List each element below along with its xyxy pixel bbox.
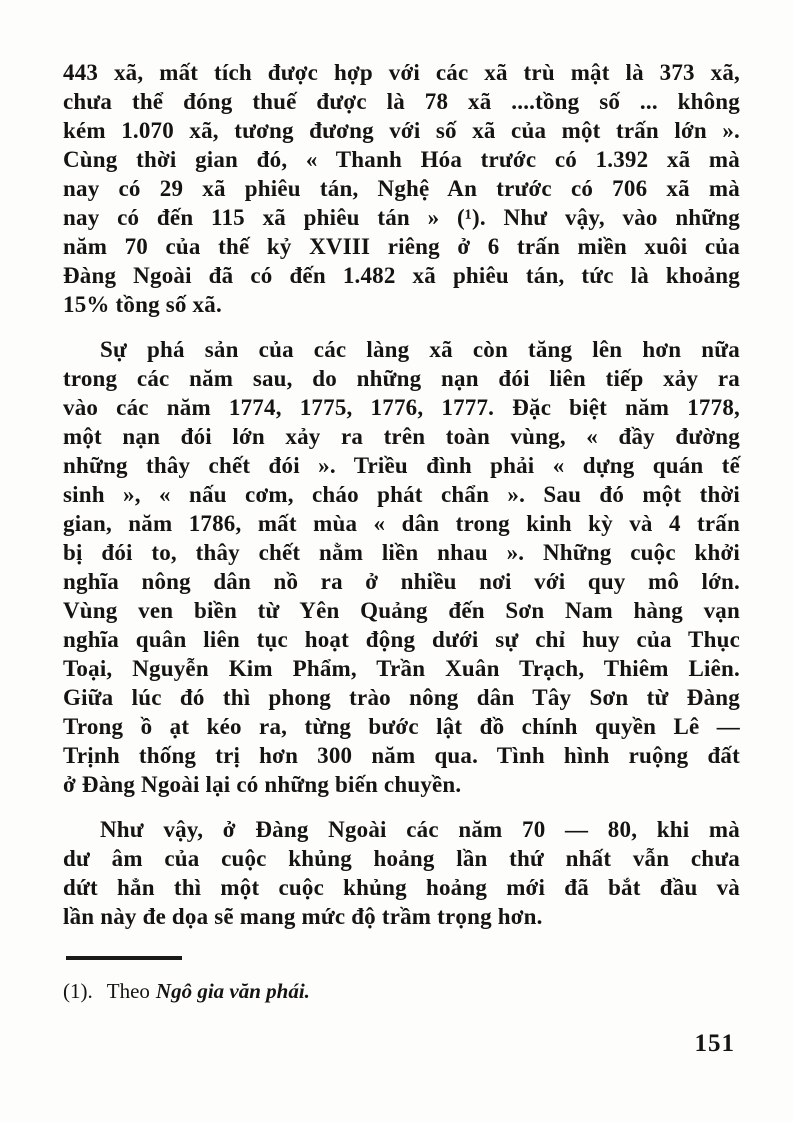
text-line: Trong ồ ạt kéo ra, từng bước lật đồ chính quyền Lê — bbox=[63, 714, 740, 739]
text-line: 15% tồng số xã. bbox=[63, 292, 222, 317]
footnote bbox=[63, 978, 740, 1004]
body-text bbox=[63, 58, 740, 931]
paragraph bbox=[63, 58, 740, 319]
text-line: dư âm của cuộc khủng hoảng lần thứ nhất vẫn chưa bbox=[63, 846, 740, 871]
text-line: 443 xã, mất tích được hợp với các xã trù mật là 373 xã, bbox=[63, 60, 740, 85]
text-line: nghĩa nông dân nồ ra ở nhiều nơi với quy mô lớn. bbox=[63, 569, 740, 594]
text-line: nghĩa quân liên tục hoạt động dưới sự chỉ huy của Thục bbox=[63, 627, 740, 652]
text-line: vào các năm 1774, 1775, 1776, 1777. Đặc biệt năm 1778, bbox=[63, 395, 740, 420]
page-number: 151 bbox=[694, 1030, 735, 1057]
text-line: sinh », « nấu cơm, cháo phát chẩn ». Sau đó một thời bbox=[63, 482, 740, 507]
text-line: gian, năm 1786, mất mùa « dân trong kinh kỳ và 4 trấn bbox=[63, 511, 740, 536]
paragraph bbox=[63, 335, 740, 799]
text-line: trong các năm sau, do những nạn đói liên tiếp xảy ra bbox=[63, 366, 740, 391]
text-line: bị đói to, thây chết nằm liền nhau ». Những cuộc khởi bbox=[63, 540, 740, 565]
text-line: Sự phá sản của các làng xã còn tăng lên hơn nữa bbox=[100, 337, 740, 362]
text-line: chưa thể đóng thuế được là 78 xã ....tồng số ... không bbox=[63, 89, 740, 114]
text-line: nay có 29 xã phiêu tán, Nghệ An trước có 706 xã mà bbox=[63, 176, 740, 201]
text-line: Vùng ven biền từ Yên Quảng đến Sơn Nam hàng vạn bbox=[63, 598, 740, 623]
text-line: Như vậy, ở Đàng Ngoài các năm 70 — 80, khi mà bbox=[100, 817, 740, 842]
text-line: nay có đến 115 xã phiêu tán » (¹). Như vậy, vào những bbox=[63, 205, 740, 230]
footnote-separator bbox=[66, 956, 182, 960]
footnote-prefix: Theo bbox=[106, 979, 150, 1003]
text-line: năm 70 của thế kỷ XVIII riêng ở 6 trấn miền xuôi của bbox=[63, 234, 740, 259]
text-line: một nạn đói lớn xảy ra trên toàn vùng, « đầy đường bbox=[63, 424, 740, 449]
text-line: Toại, Nguyễn Kim Phẩm, Trần Xuân Trạch, Thiêm Liên. bbox=[63, 656, 740, 681]
text-line: Đàng Ngoài đã có đến 1.482 xã phiêu tán, tức là khoảng bbox=[63, 263, 740, 288]
footnote-marker: (1). bbox=[63, 979, 93, 1003]
paragraph bbox=[63, 815, 740, 931]
text-line: lần này đe dọa sẽ mang mức độ trầm trọng hơn. bbox=[63, 904, 543, 929]
text-line: Cùng thời gian đó, « Thanh Hóa trước có 1.392 xã mà bbox=[63, 147, 740, 172]
text-line: những thây chết đói ». Triều đình phải « dựng quán tế bbox=[63, 453, 740, 478]
text-line: kém 1.070 xã, tương đương với số xã của một trấn lớn ». bbox=[63, 118, 740, 143]
text-line: dứt hẳn thì một cuộc khủng hoảng mới đã bắt đầu và bbox=[63, 875, 740, 900]
text-line: Giữa lúc đó thì phong trào nông dân Tây Sơn từ Đàng bbox=[63, 685, 740, 710]
text-line: Trịnh thống trị hơn 300 năm qua. Tình hình ruộng đất bbox=[63, 743, 740, 768]
text-line: ở Đàng Ngoài lại có những biến chuyền. bbox=[63, 772, 462, 797]
footnote-source-title: Ngô gia văn phái. bbox=[155, 979, 310, 1003]
